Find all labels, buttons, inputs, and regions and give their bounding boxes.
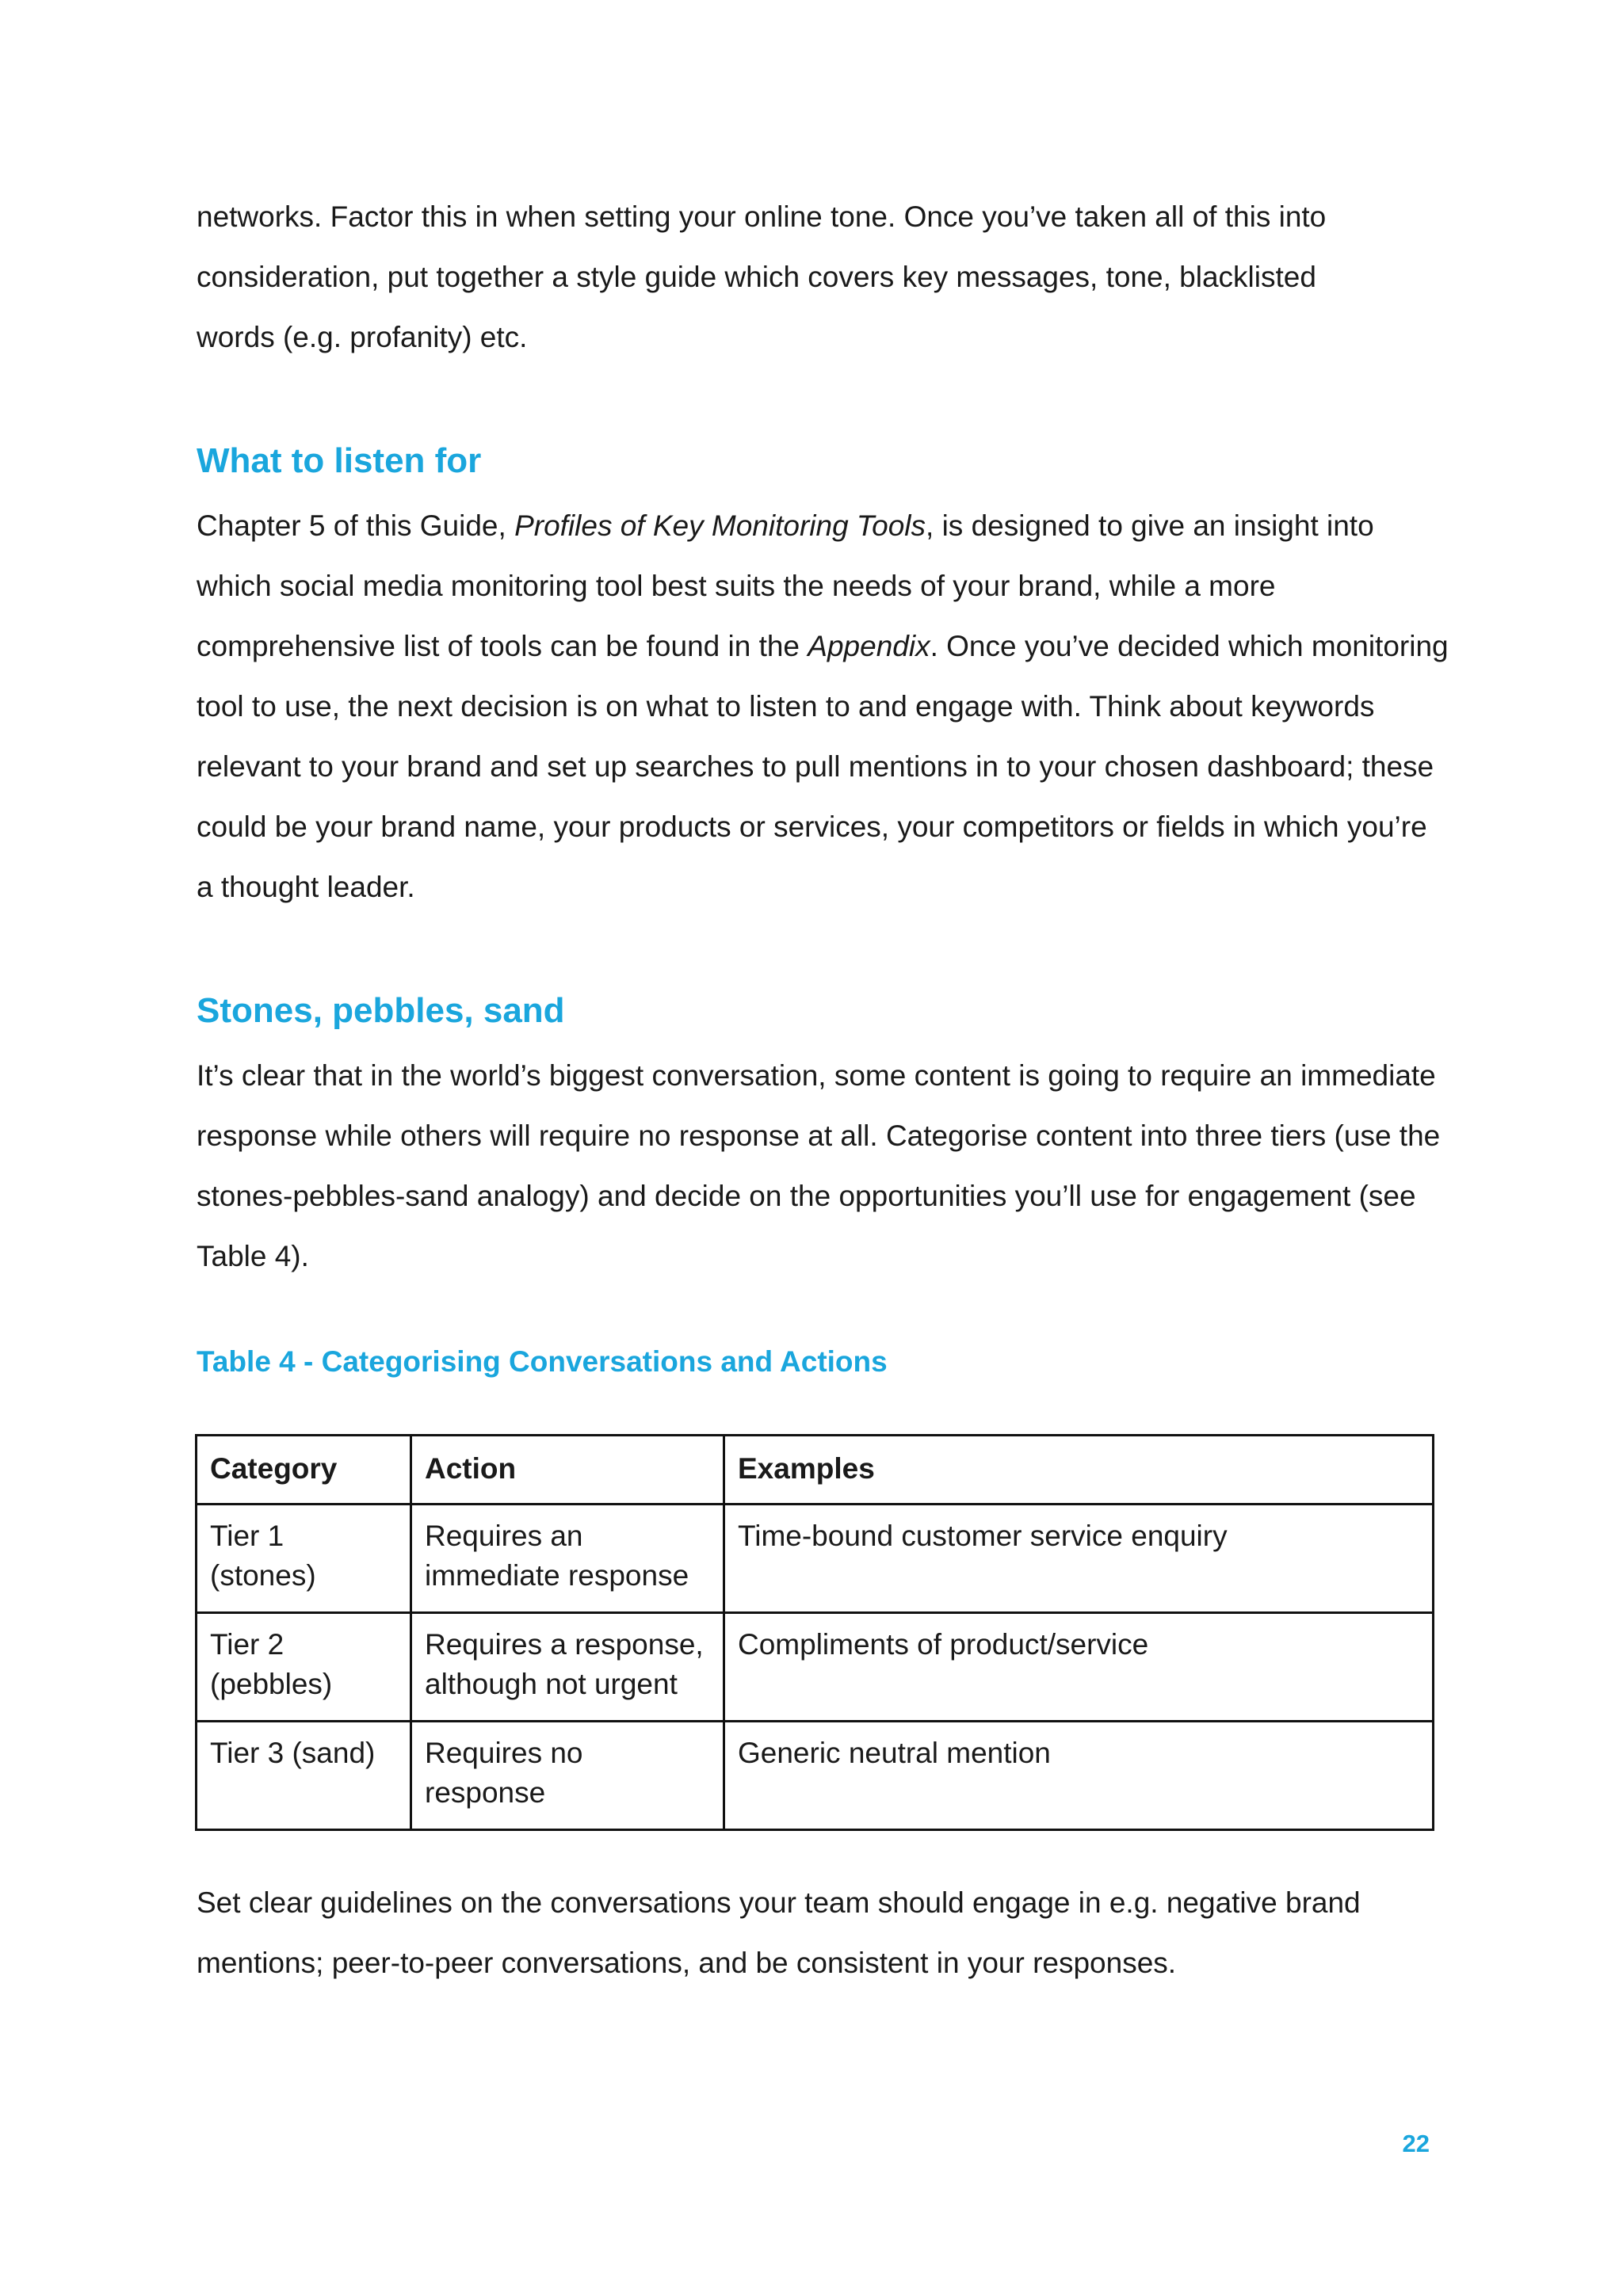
cell-category: Tier 3 (sand) bbox=[197, 1722, 411, 1830]
page-number: 22 bbox=[1402, 2130, 1430, 2157]
stones-paragraph: It’s clear that in the world’s biggest conversation, some content is going to require an immediate response while others will require no response at all. Categorise content into three tiers (use the stones-pebbles-sand analogy) and decide on the opportunities you’ll use for engagement (see Table 4). bbox=[197, 1059, 1441, 1272]
listen-text-start: Chapter 5 of this Guide, bbox=[197, 509, 515, 542]
cell-examples: Generic neutral mention bbox=[724, 1722, 1434, 1830]
cell-category: Tier 2 (pebbles) bbox=[197, 1613, 411, 1722]
listen-text-middle: , is designed to give an insight into which social media monitoring tool best suits the needs of your brand, while a more comprehensive list of tools can be found in the bbox=[197, 509, 1374, 662]
cell-action: Requires no response bbox=[411, 1722, 724, 1830]
listen-paragraph bbox=[197, 496, 1449, 917]
header-action: Action bbox=[411, 1436, 724, 1505]
table-row bbox=[197, 1505, 1434, 1613]
header-category: Category bbox=[197, 1436, 411, 1505]
cell-examples: Compliments of product/service bbox=[724, 1613, 1434, 1722]
cell-action: Requires a response, although not urgent bbox=[411, 1613, 724, 1722]
table-header-row bbox=[197, 1436, 1434, 1505]
heading-stones-pebbles-sand: Stones, pebbles, sand bbox=[197, 991, 565, 1030]
table-row bbox=[197, 1722, 1434, 1830]
closing-paragraph: Set clear guidelines on the conversations your team should engage in e.g. negative brand mentions; peer-to-peer conversations, and be consistent in your responses. bbox=[197, 1886, 1361, 1979]
header-examples: Examples bbox=[724, 1436, 1434, 1505]
intro-line-2: consideration, put together a style guide which covers key messages, tone, blacklisted bbox=[197, 261, 1316, 293]
listen-text-end: . Once you’ve decided which monitoring tool to use, the next decision is on what to listen to and engage with. Think about keywords relevant to your brand and set up searches to pull mentions in to your chosen dashboard; these could be your brand name, your products or services, your competitors or fields in which you’re a thought leader. bbox=[197, 630, 1449, 903]
intro-paragraph bbox=[197, 187, 1465, 368]
intro-line-1: networks. Factor this in when setting your online tone. Once you’ve taken all of this into bbox=[197, 200, 1327, 233]
categories-table bbox=[195, 1434, 1434, 1831]
cell-action: Requires an immediate response bbox=[411, 1505, 724, 1613]
table-caption: Table 4 - Categorising Conversations and Actions bbox=[197, 1345, 888, 1378]
intro-line-3: words (e.g. profanity) etc. bbox=[197, 321, 528, 353]
cell-examples: Time-bound customer service enquiry bbox=[724, 1505, 1434, 1613]
cell-category: Tier 1 (stones) bbox=[197, 1505, 411, 1613]
listen-text-italic-appendix: Appendix bbox=[808, 630, 930, 662]
table-row bbox=[197, 1613, 1434, 1722]
listen-text-italic-tools: Profiles of Key Monitoring Tools bbox=[514, 509, 926, 542]
heading-what-to-listen-for: What to listen for bbox=[197, 441, 482, 480]
